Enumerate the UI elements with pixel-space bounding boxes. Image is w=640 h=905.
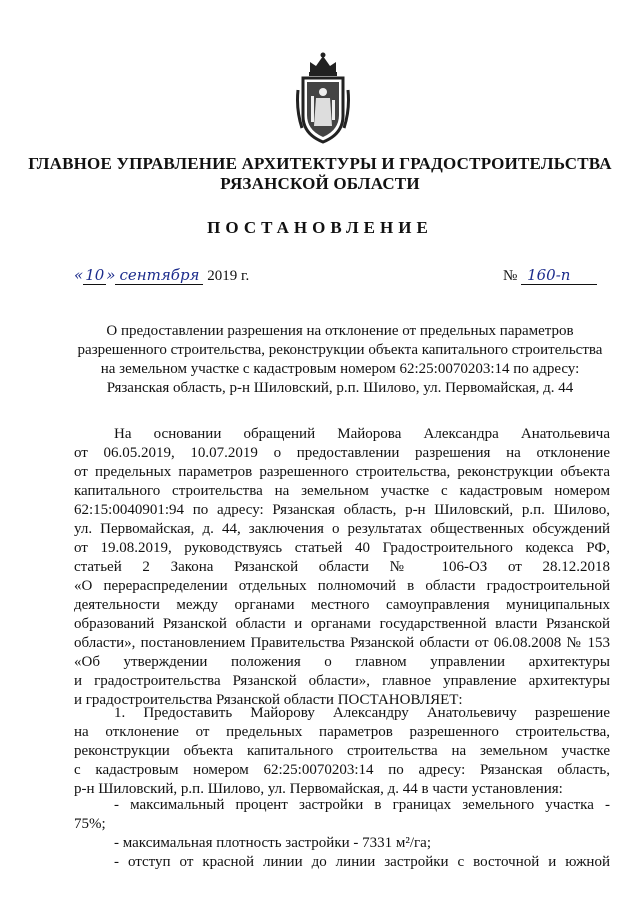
list-item-continuation: 75%; [74,816,106,832]
preamble-line: от 19.08.2019, руководствуясь статьей 40 Градостроительного кодекса РФ, [74,540,610,556]
subject-line: О предоставлении разрешения на отклонение от предельных параметров [106,323,574,339]
item-1-line: р-н Шиловский, р.п. Шилово, ул. Первомайская, д. 44 в части установления: [74,781,563,797]
subject-line: разрешенного строительства, реконструкции объекта капитального строительства [77,342,603,358]
preamble-line: области», постановлением Правительства Рязанской области от 06.08.2008 № 153 [74,635,610,651]
subject-line: Рязанская область, р-н Шиловский, р.п. Шилово, ул. Первомайская, д. 44 [106,380,574,396]
preamble-line: На основании обращений Майорова Александра Анатольевича [114,426,610,442]
preamble-line: деятельности между органами местного самоуправления муниципальных [74,597,610,613]
header-line-1: ГЛАВНОЕ УПРАВЛЕНИЕ АРХИТЕКТУРЫ И ГРАДОСТРОИТЕЛЬСТВА [28,154,612,173]
preamble-line: статьей 2 Закона Рязанской области № 106-ОЗ от 28.12.2018 [74,559,610,575]
document-subject [70,322,610,398]
document-date [74,266,249,285]
preamble-line: «О перераспределении отдельных полномочий в области градостроительной [74,578,610,594]
date-day: 10 [85,266,105,284]
list-item: - максимальный процент застройки в границах земельного участка - [114,797,610,813]
list-item: - максимальная плотность застройки - 7331 м²/га; [114,835,432,851]
item-1-line: реконструкции объекта капитального строительства на земельном участке [74,743,610,759]
preamble-line: образований Рязанской области и органами государственной власти Рязанской [74,616,610,632]
preamble-line: и градостроительства Рязанской области», главное управление архитектуры [74,673,610,689]
preamble-line: ул. Первомайская, д. 44, заключения о результатах общественных обсуждений [74,521,610,537]
preamble-line: 62:15:0040901:94 по адресу: Рязанская область, р-н Шиловский, р.п. Шилово, [74,502,610,518]
date-year: 2019 г. [207,268,250,284]
document-number [503,266,597,285]
subject-line: на земельном участке с кадастровым номером 62:25:0070203:14 по адресу: [100,361,580,377]
preamble-line: и градостроительства Рязанской области ПОСТАНОВЛЯЕТ: [74,692,463,708]
preamble-line: «Об утверждении положения о главном управлении архитектуры [74,654,610,670]
parameters-list [74,796,610,872]
item-1-line: с кадастровым номером 62:25:0070203:14 по адресу: Рязанская область, [74,762,610,778]
item-1-paragraph [74,704,610,799]
number-value: 160-п [521,266,597,285]
date-open-quote: « [74,266,84,284]
item-1-line: 1. Предоставить Майорову Александру Анатольевичу разрешение [114,705,610,721]
date-month: сентября [115,266,203,285]
list-item: - отступ от красной линии до линии застройки с восточной и южной [114,854,610,870]
date-close-quote: » [106,266,116,284]
item-1-line: на отклонение от предельных параметров разрешенного строительства, [74,724,610,740]
preamble-line: капитального строительства на земельном участке с кадастровым номером [74,483,610,499]
preamble-line: от 06.05.2019, 10.07.2019 о предоставлении разрешения на отклонение [74,445,610,461]
coat-of-arms-emblem [296,50,350,150]
preamble-line: от предельных параметров разрешенного строительства, реконструкции объекта [74,464,610,480]
document-type-title: ПОСТАНОВЛЕНИЕ [207,218,433,237]
preamble-paragraph [74,425,610,710]
number-label: № [503,268,518,284]
header-line-2: РЯЗАНСКОЙ ОБЛАСТИ [220,174,420,193]
